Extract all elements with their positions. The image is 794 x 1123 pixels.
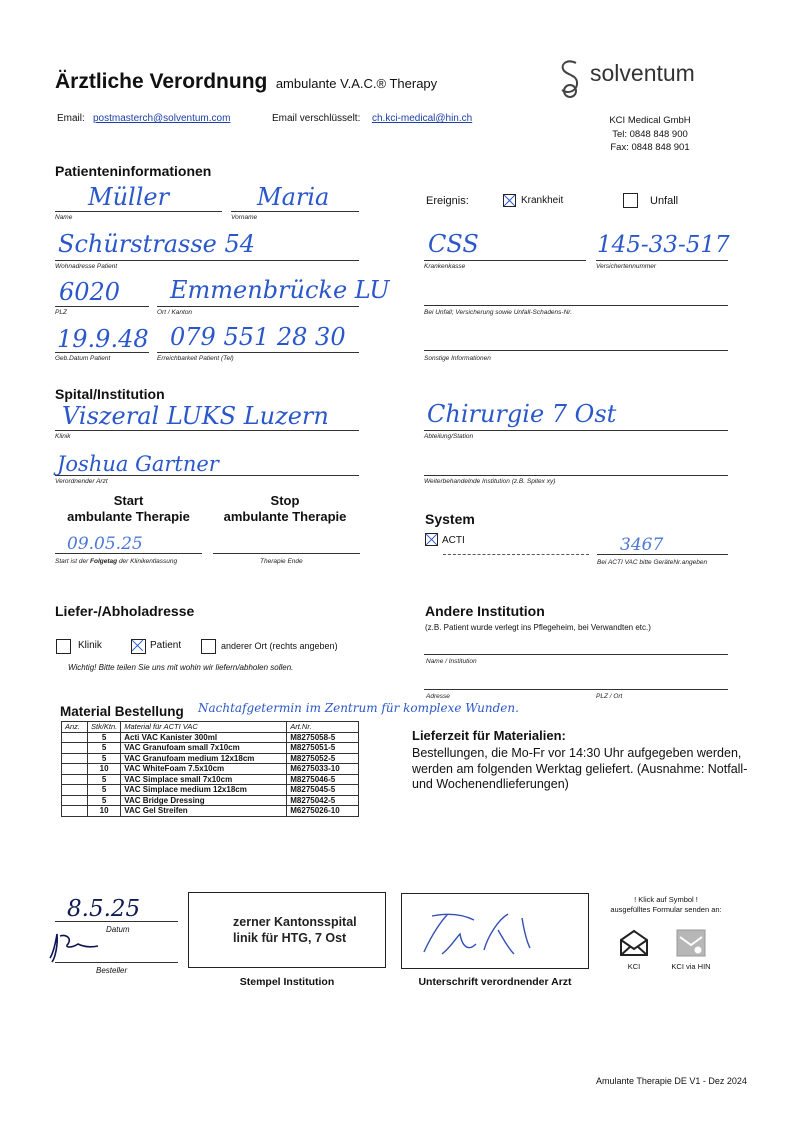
material-header-row: [62, 722, 359, 733]
kasse-value[interactable]: CSS: [428, 230, 479, 258]
anz-cell[interactable]: [62, 774, 88, 785]
stop-title-1: Stop: [270, 493, 300, 508]
header-stk: Stk/Ktn.: [88, 722, 121, 733]
table-row[interactable]: 10 VAC WhiteFoam 7.5x10cm M6275033-10: [62, 764, 359, 775]
andere-section-title: Andere Institution: [425, 603, 545, 619]
unfall-info-label: Bei Unfall; Versicherung sowie Unfall-Schadens-Nr.: [424, 309, 572, 316]
patient-section-title: Patienteninformationen: [55, 163, 212, 179]
liefer-klinik-label: Klinik: [78, 640, 102, 651]
liefer-section-title: Liefer-/Abholadresse: [55, 603, 195, 619]
header-anz: Anz.: [62, 722, 88, 733]
company-block: [580, 114, 720, 155]
anz-cell[interactable]: [62, 795, 88, 806]
weiter-label: Weiterbehandelnde Institution (z.B. Spitex xy): [424, 478, 556, 485]
title-main: Ärztliche Verordnung: [55, 70, 268, 93]
material-table: [61, 721, 359, 817]
lieferzeit-title: Lieferzeit für Materialien:: [412, 728, 566, 743]
solventum-logo-icon: [556, 57, 584, 99]
abteilung-label: Abteilung/Station: [424, 433, 474, 440]
hin-mail-icon: [676, 929, 706, 957]
stop-title: [210, 493, 360, 525]
system-section-title: System: [425, 511, 475, 527]
abteilung-value[interactable]: Chirurgie 7 Ost: [427, 400, 617, 428]
unterschrift-label: Unterschrift verordnender Arzt: [418, 976, 572, 988]
anz-cell[interactable]: [62, 743, 88, 754]
unfall-checkbox[interactable]: [623, 193, 638, 208]
kasse-label: Krankenkasse: [424, 263, 466, 270]
andere-name-label: Name / Institution: [426, 658, 477, 665]
title-sub: ambulante V.A.C.® Therapy: [275, 76, 438, 91]
arzt-value[interactable]: Joshua Gartner: [57, 452, 219, 476]
ereignis-label: Ereignis:: [426, 195, 469, 207]
email-link[interactable]: postmasterch@solventum.com: [93, 113, 231, 124]
anz-cell[interactable]: [62, 753, 88, 764]
table-row[interactable]: 10 VAC Gel Streifen M6275026-10: [62, 806, 359, 817]
version-label: Amulante Therapie DE V1 - Dez 2024: [596, 1076, 747, 1086]
lieferzeit-text: Bestellungen, die Mo-Fr vor 14:30 Uhr aufgegeben werden, werden am folgenden Werktag geliefert. (Ausnahme: Notfall- und Wochenendlieferungen): [412, 746, 748, 791]
start-date-value[interactable]: 09.05.25: [67, 534, 143, 554]
arzt-label: Verordnender Arzt: [55, 478, 108, 485]
brand-name: solventum: [590, 60, 695, 86]
signature-box: [401, 893, 589, 969]
versnr-value[interactable]: 145-33-517: [597, 232, 730, 258]
kci-hin-button[interactable]: [676, 929, 706, 957]
kci-hin-label: KCI via HIN: [671, 962, 711, 971]
patient-name-value[interactable]: Müller: [88, 183, 170, 211]
solventum-logo: [556, 57, 584, 104]
email-enc-label: Email verschlüsselt:: [272, 113, 361, 124]
kci-label: KCI: [627, 962, 641, 971]
stamp-line2: linik für HTG, 7 Ost: [233, 931, 347, 945]
liefer-patient-checkbox[interactable]: [131, 639, 146, 654]
patient-vorname-label: Vorname: [231, 214, 258, 221]
patient-ort-value[interactable]: Emmenbrücke LU: [170, 276, 390, 304]
patient-geb-value[interactable]: 19.9.48: [57, 325, 149, 353]
klick-hint: [600, 895, 732, 915]
anz-cell[interactable]: [62, 806, 88, 817]
company-fax: Fax: 0848 848 901: [610, 142, 690, 153]
patient-tel-value[interactable]: 079 551 28 30: [170, 323, 346, 351]
start-note: Start ist der Folgetag der Klinikentlassung: [55, 558, 178, 565]
end-label: Therapie Ende: [260, 558, 303, 565]
kci-mail-button[interactable]: [618, 928, 650, 958]
krankheit-label: Krankheit: [521, 195, 564, 206]
company-name: KCI Medical GmbH: [609, 115, 691, 126]
patient-tel-label: Erreichbarkeit Patient (Tel): [157, 355, 234, 362]
table-row[interactable]: 5 VAC Granufoam medium 12x18cm M8275052-5: [62, 753, 359, 764]
table-row[interactable]: 5 VAC Simplace small 7x10cm M8275046-5: [62, 774, 359, 785]
table-row[interactable]: 5 VAC Bridge Dressing M8275042-5: [62, 795, 359, 806]
versnr-label: Versichertennummer: [596, 263, 657, 270]
stamp-box: [188, 892, 386, 968]
liefer-klinik-checkbox[interactable]: [56, 639, 71, 654]
sonstige-label: Sonstige Informationen: [424, 355, 491, 362]
table-row[interactable]: 5 VAC Granufoam small 7x10cm M8275051-5: [62, 743, 359, 754]
system-nr-value[interactable]: 3467: [620, 535, 664, 555]
anz-cell[interactable]: [62, 732, 88, 743]
patient-vorname-value[interactable]: Maria: [257, 183, 330, 211]
start-title: [55, 493, 202, 525]
unfall-label: Unfall: [650, 195, 679, 207]
material-section-title: Material Bestellung: [60, 704, 184, 719]
patient-adresse-value[interactable]: Schürstrasse 54: [58, 230, 256, 258]
form-title: [55, 70, 437, 94]
envelope-open-icon: [618, 928, 650, 958]
anz-cell[interactable]: [62, 785, 88, 796]
header-artnr: Art.Nr.: [287, 722, 359, 733]
acti-checkbox[interactable]: [425, 533, 438, 546]
besteller-signature: [42, 926, 122, 971]
besteller-label: Besteller: [96, 966, 128, 975]
liefer-patient-label: Patient: [150, 640, 182, 651]
datum-label: Datum: [106, 925, 130, 934]
patient-name-label: Name: [55, 214, 73, 221]
klick-line2: ausgefülltes Formular senden an:: [610, 905, 722, 914]
anz-cell[interactable]: [62, 764, 88, 775]
andere-plz-label: PLZ / Ort: [596, 693, 623, 700]
liefer-anderer-checkbox[interactable]: [201, 639, 216, 654]
liefer-anderer-label: anderer Ort (rechts angeben): [221, 641, 338, 651]
patient-ort-label: Ort / Kanton: [157, 309, 193, 316]
datum-value[interactable]: 8.5.25: [67, 896, 141, 922]
email-enc-link[interactable]: ch.kci-medical@hin.ch: [372, 113, 473, 124]
liefer-note: Wichtig! Bitte teilen Sie uns mit wohin wir liefern/abholen sollen.: [68, 663, 294, 672]
arzt-signature-icon: [402, 894, 588, 968]
stempel-label: Stempel Institution: [239, 976, 335, 988]
start-title-1: Start: [113, 493, 144, 508]
system-nr-label: Bei ACTI VAC bitte GeräteNr.angeben: [597, 559, 708, 566]
patient-plz-value[interactable]: 6020: [59, 278, 121, 306]
andere-note: (z.B. Patient wurde verlegt ins Pflegeheim, bei Verwandten etc.): [425, 623, 651, 632]
stop-title-2: ambulante Therapie: [223, 509, 347, 524]
material-handnote: Nachtafgetermin im Zentrum für komplexe Wunden.: [198, 701, 519, 715]
stamp-line1: zerner Kantonsspital: [233, 915, 357, 929]
patient-geb-label: Geb.Datum Patient: [55, 355, 111, 362]
table-row[interactable]: 5 Acti VAC Kanister 300ml M8275058-5: [62, 732, 359, 743]
krankheit-checkbox[interactable]: [503, 194, 516, 207]
klinik-value[interactable]: Viszeral LUKS Luzern: [62, 402, 329, 430]
klinik-label: Klinik: [55, 433, 71, 440]
acti-label: ACTI: [442, 535, 465, 546]
besteller-signature-icon: [42, 926, 122, 966]
company-tel: Tel: 0848 848 900: [612, 128, 688, 140]
spital-section-title: Spital/Institution: [55, 386, 165, 402]
email-label: Email:: [57, 113, 85, 124]
table-row[interactable]: 5 VAC Simplace medium 12x18cm M8275045-5: [62, 785, 359, 796]
start-title-2: ambulante Therapie: [67, 509, 190, 524]
andere-adresse-label: Adresse: [426, 693, 450, 700]
patient-plz-label: PLZ: [55, 309, 67, 316]
klick-line1: ! Klick auf Symbol !: [634, 895, 698, 904]
header-material: Material für ACTI VAC: [121, 722, 287, 733]
patient-adresse-label: Wohnadresse Patient: [55, 263, 118, 270]
